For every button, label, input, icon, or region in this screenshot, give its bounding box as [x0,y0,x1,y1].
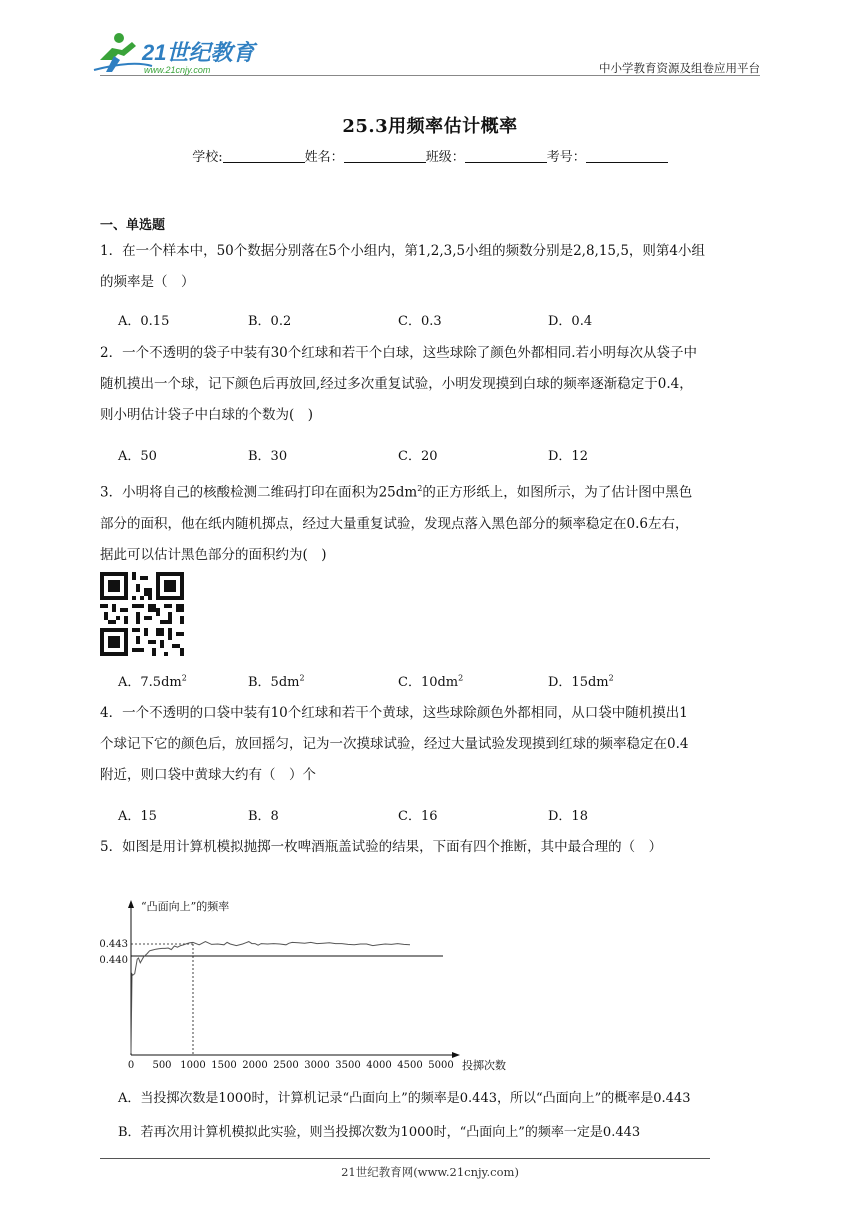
frequency-line-chart [90,890,530,1082]
q4-option-d: D．18 [548,809,588,824]
question-2-line-2: 随机摸出一个球，记下颜色后再放回,经过多次重复试验，小明发现摸到白球的频率逐渐稳定于0.4， [100,376,693,392]
q4-option-b: B．8 [248,809,279,824]
x-tick-label: 1500 [211,1060,237,1071]
runner-logo-icon [92,30,282,76]
q2-option-d: D．12 [548,449,588,464]
footer-text: 21世纪教育网(www.21cnjy.com) [341,1165,519,1179]
question-4-line-1: 4．一个不透明的口袋中装有10个红球和若干个黄球，这些球除颜色外都相同，从口袋中随机摸出1 [100,705,688,721]
frequency-series-line [131,942,410,1053]
section-heading: 一、单选题 [100,218,166,233]
q3-option-b-text: B．5dm [248,675,300,690]
x-tick-label: 3500 [335,1060,361,1071]
q4-option-c: C．16 [398,809,438,824]
q3-option-c-sup: 2 [458,673,464,683]
footer-divider [100,1158,710,1159]
question-2-line-1: 2．一个不透明的袋子中装有30个红球和若干个白球，这些球除了颜色外都相同.若小明每次从袋子中 [100,345,698,361]
x-tick-label: 2000 [242,1060,268,1071]
question-3-line-1-post: 的正方形纸上，如图所示，为了估计图中黑色 [422,484,693,501]
student-info-line [0,146,860,165]
name-blank [344,148,426,163]
question-1-line-2: 的频率是（ ） [100,274,195,290]
question-3 [100,473,765,571]
q3-option-d-text: D．15dm [548,675,609,690]
x-axis-label: 投掷次数 [462,1059,506,1072]
page-title: 25.3用频率估计概率 [342,116,518,137]
question-2-line-3: 则小明估计袋子中白球的个数为( ) [100,407,314,423]
q3-option-b-sup: 2 [299,673,305,683]
logo-main-text: 21世纪教育 [142,40,255,65]
platform-name: 中小学教育资源及组卷应用平台 [599,61,760,75]
question-3-line-3: 据此可以估计黑色部分的面积约为( ) [100,546,327,563]
q3-option-a-text: A．7.5dm [118,675,182,690]
header-divider [100,75,760,76]
qr-code-image [99,572,185,656]
q1-option-a: A．0.15 [118,314,170,329]
q3-option-c [398,671,463,690]
q3-option-d-sup: 2 [608,673,614,683]
question-3-line-1-pre: 3．小明将自己的核酸检测二维码打印在面积为25dm [100,484,418,501]
site-logo [92,30,282,76]
question-3-line-2: 部分的面积，他在纸内随机掷点，经过大量重复试验，发现点落入黑色部分的频率稳定在0.6左右， [100,515,689,532]
x-tick-label: 5000 [428,1060,454,1071]
number-blank [586,148,668,163]
class-label: 班级： [425,150,465,165]
name-label: 姓名： [304,150,344,165]
question-4-line-2: 个球记下它的颜色后，放回摇匀，记为一次摸球试验，经过大量试验发现摸到红球的频率稳定在0.4 [100,736,689,752]
x-tick-label: 0 [127,1060,135,1071]
school-label: 学校: [192,150,223,165]
question-3-line-1 [100,473,765,509]
q3-option-a [118,671,187,690]
q1-option-d: D．0.4 [548,314,593,329]
q1-option-b: B．0.2 [248,314,292,329]
question-5 [100,832,765,863]
q2-option-a: A．50 [118,449,157,464]
x-tick-label: 500 [152,1060,172,1071]
question-5-line-1: 5．如图是用计算机模拟抛掷一枚啤酒瓶盖试验的结果，下面有四个推断，其中最合理的（ ） [100,839,663,855]
q5-option-a: A．当投掷次数是1000时，计算机记录“凸面向上”的频率是0.443，所以“凸面向上”的概率是0.443 [118,1091,691,1106]
q4-option-a: A．15 [118,809,157,824]
x-tick-label: 4000 [366,1060,392,1071]
number-label: 考号： [546,150,586,165]
x-tick-label: 3000 [304,1060,330,1071]
q1-option-c: C．0.3 [398,314,442,329]
x-tick-label: 1000 [180,1060,206,1071]
question-4-line-3: 附近，则口袋中黄球大约有（ ）个 [100,767,316,783]
superscript-2: 2 [417,484,423,493]
q2-option-c: C．20 [398,449,438,464]
q3-option-c-text: C．10dm [398,675,459,690]
x-axis-arrow-icon [452,1052,460,1058]
question-1 [100,236,765,298]
question-1-line-1: 1．在一个样本中，50个数据分别落在5个小组内，第1,2,3,5小组的频数分别是2,8,15,5，则第4小组 [100,243,705,259]
school-blank [223,148,305,163]
q3-option-d [548,671,614,690]
question-2 [100,338,765,431]
x-tick-label: 4500 [397,1060,423,1071]
class-blank [465,148,547,163]
question-4 [100,698,765,791]
q2-option-b: B．30 [248,449,288,464]
q3-option-a-sup: 2 [181,673,187,683]
logo-url-text: www.21cnjy.com [144,65,211,75]
q5-option-b: B．若再次用计算机模拟此实验，则当投掷次数为1000时，“凸面向上”的频率一定是0.443 [118,1125,641,1140]
y-axis-arrow-icon [128,900,134,908]
y-tick-label: 0.443 [99,939,128,950]
q3-option-b [248,671,305,690]
x-tick-label: 2500 [273,1060,299,1071]
y-axis-label: “凸面向上”的频率 [141,900,230,913]
y-tick-label: 0.440 [99,955,128,966]
